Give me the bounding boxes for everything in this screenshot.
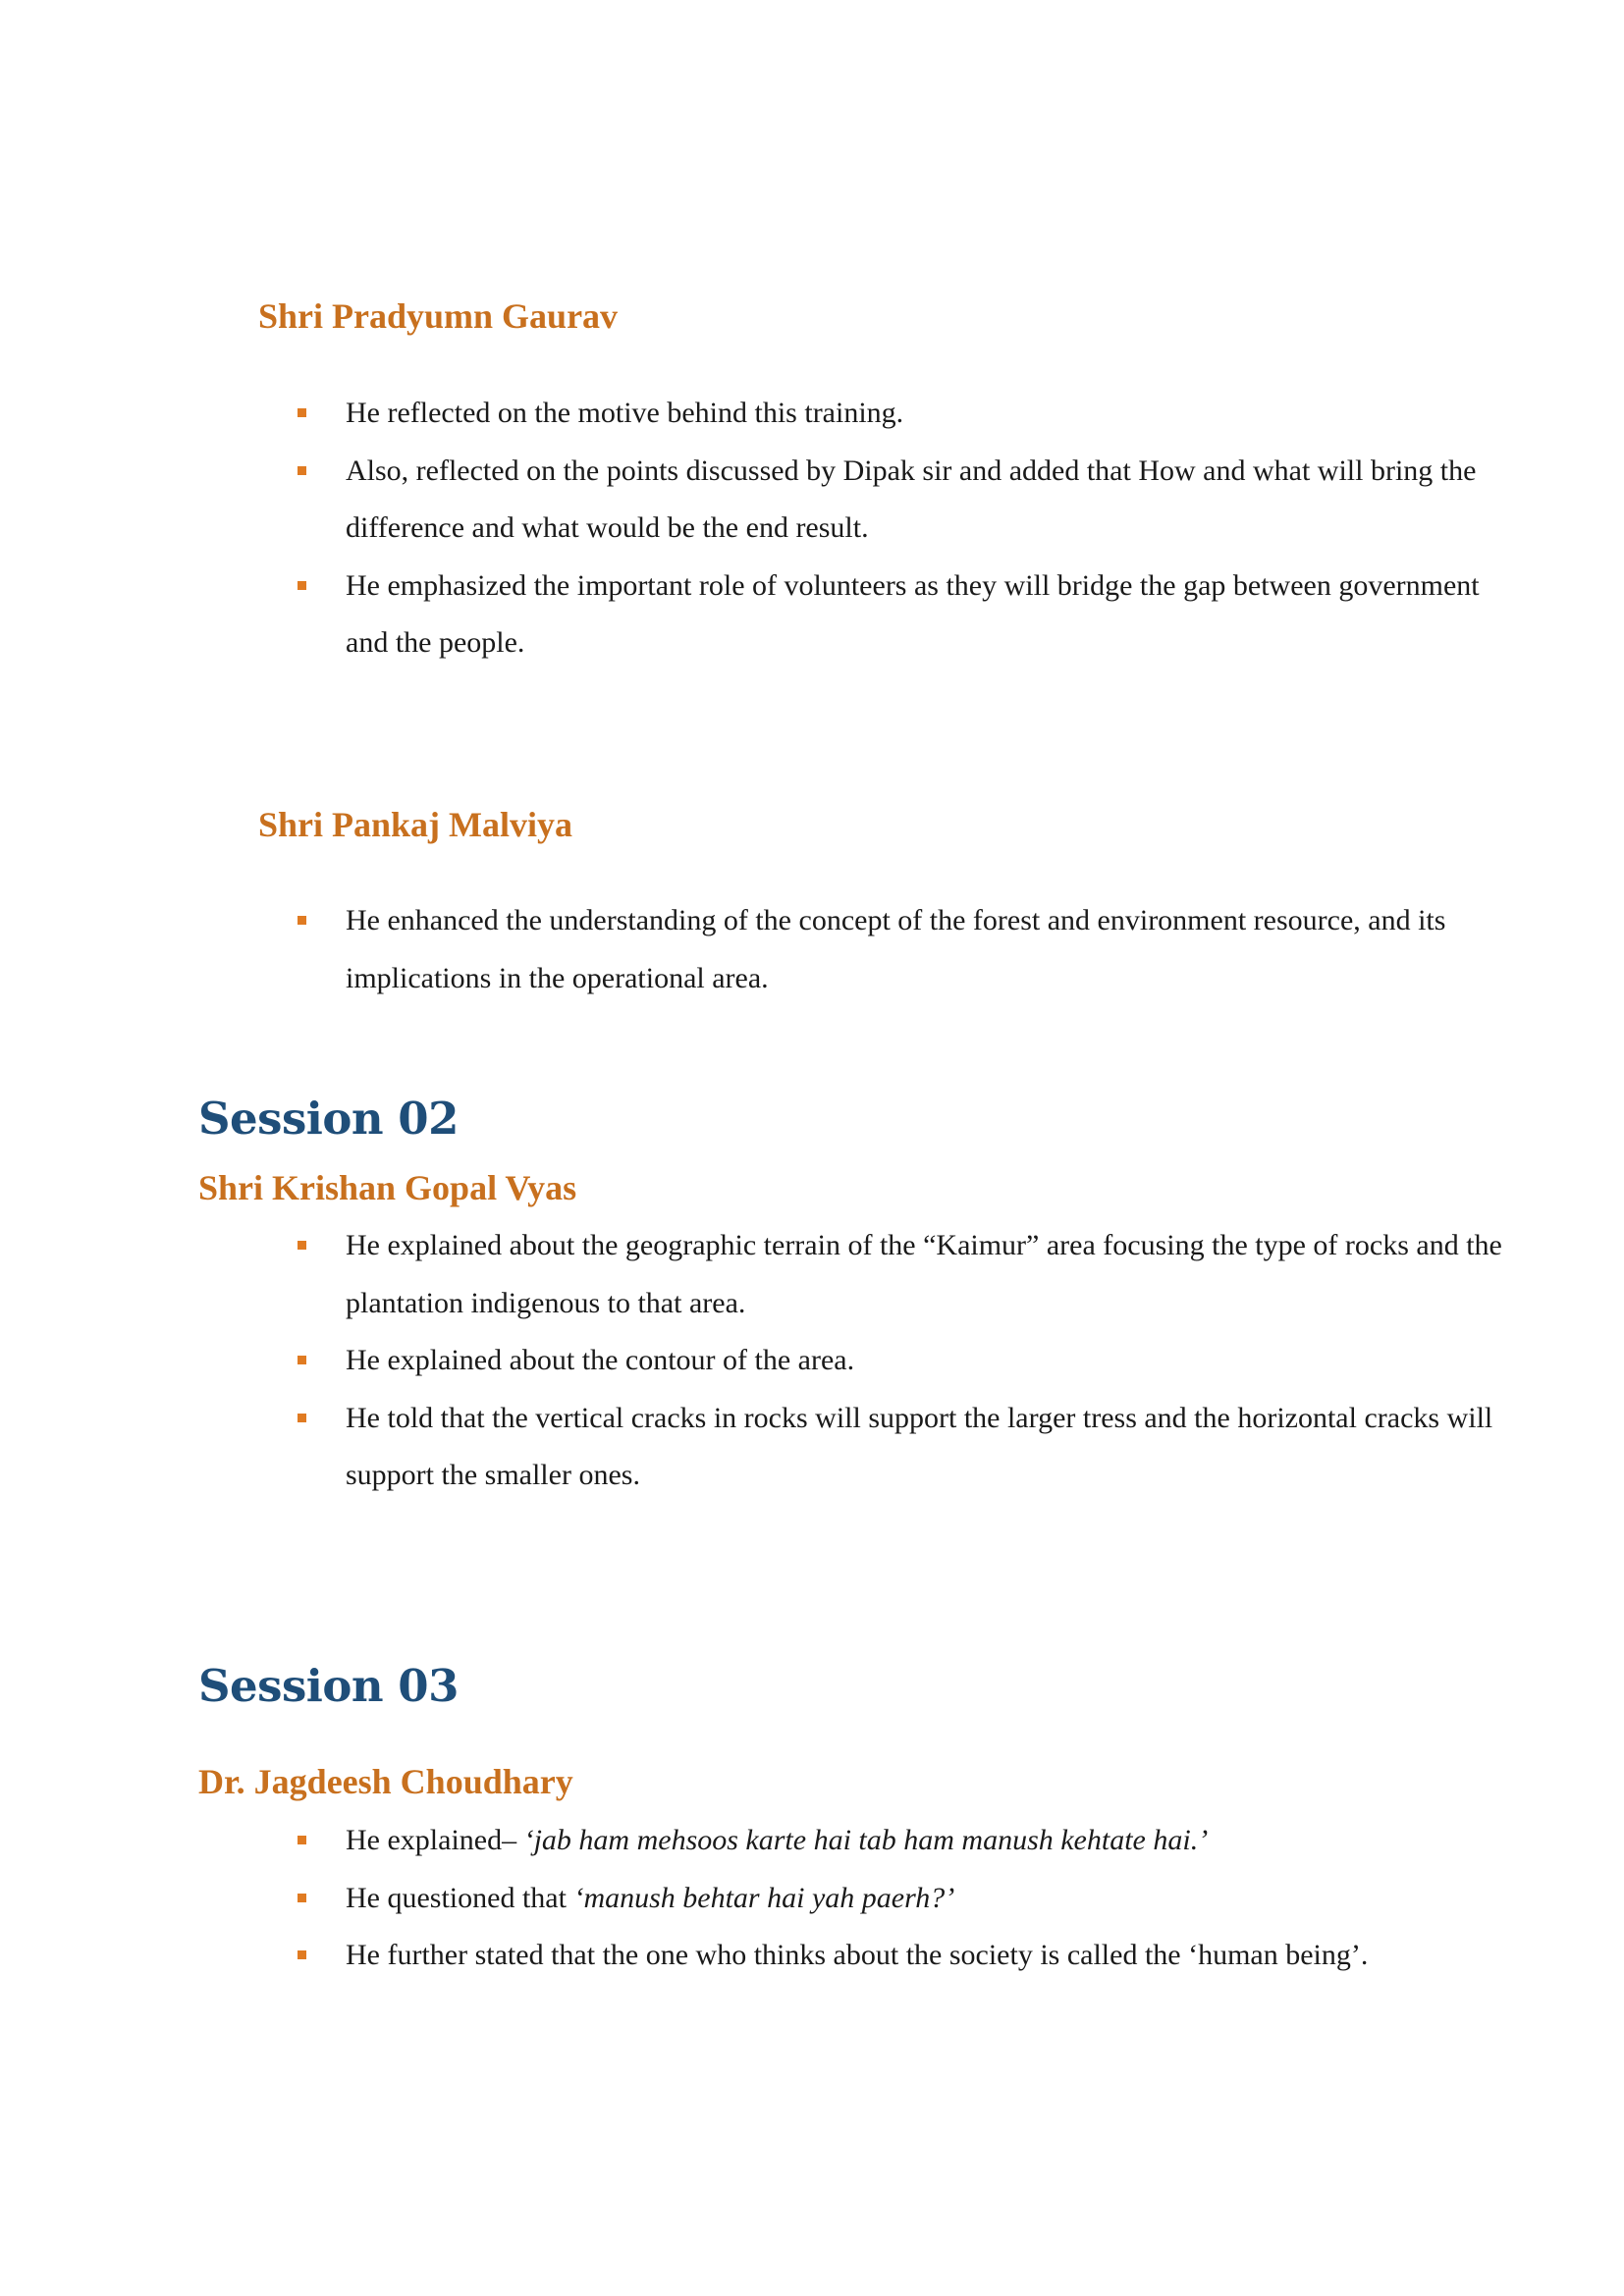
session-heading: Session 02: [198, 1093, 459, 1145]
square-bullet-icon: [298, 581, 306, 590]
section-pankaj: [0, 807, 1624, 842]
list-item: [0, 1812, 1624, 1870]
square-bullet-icon: [298, 916, 306, 925]
list-item: [0, 1927, 1624, 1985]
section-jagdeesh: [0, 1764, 1624, 1799]
session-02-heading-block: [0, 1093, 1624, 1145]
bullet-list-session-03: [0, 1812, 1624, 1985]
list-item: He explained about the geographic terrain of the “Kaimur” area focusing the type of rocks and the plantation indigenous to that area.: [0, 1217, 1624, 1332]
list-item: Also, reflected on the points discussed by Dipak sir and added that How and what will bring the difference and what would be the end result.: [0, 443, 1624, 558]
square-bullet-icon: [298, 466, 306, 475]
list-item: He explained about the contour of the area.: [0, 1332, 1624, 1390]
item-quote-text: ‘manush behtar hai yah paerh?’: [573, 1881, 955, 1914]
square-bullet-icon: [298, 1894, 306, 1902]
square-bullet-icon: [298, 1241, 306, 1250]
square-bullet-icon: [298, 1414, 306, 1422]
list-item: He reflected on the motive behind this training.: [0, 385, 1624, 443]
session-heading: Session 03: [198, 1660, 459, 1712]
item-quote-text: ‘jab ham mehsoos karte hai tab ham manush kehtate hai.’: [523, 1824, 1209, 1856]
speaker-name: Shri Pradyumn Gaurav: [258, 296, 619, 336]
section-pradyumn: [0, 298, 1624, 334]
list-item: [0, 1870, 1624, 1928]
bullet-list-pradyumn: [0, 385, 1624, 672]
list-item: He told that the vertical cracks in rocks will support the larger tress and the horizontal cracks will support the smaller ones.: [0, 1390, 1624, 1505]
list-item: He emphasized the important role of volunteers as they will bridge the gap between government and the people.: [0, 558, 1624, 672]
speaker-name: Dr. Jagdeesh Choudhary: [198, 1762, 573, 1801]
square-bullet-icon: [298, 408, 306, 417]
item-lead-text: He questioned that: [346, 1881, 574, 1914]
square-bullet-icon: [298, 1836, 306, 1844]
item-lead-text: He further stated that the one who thinks about the society is called the ‘human being’.: [346, 1939, 1369, 1971]
bullet-list-pankaj: [0, 892, 1624, 1007]
square-bullet-icon: [298, 1950, 306, 1959]
list-item: He enhanced the understanding of the concept of the forest and environment resource, and its implications in the operational area.: [0, 892, 1624, 1007]
speaker-name: Shri Pankaj Malviya: [258, 805, 573, 844]
square-bullet-icon: [298, 1356, 306, 1364]
speaker-name: Shri Krishan Gopal Vyas: [198, 1168, 577, 1207]
session-03-heading-block: [0, 1660, 1624, 1712]
bullet-list-session-02: [0, 1217, 1624, 1505]
section-krishan: [0, 1170, 1624, 1205]
item-lead-text: He explained–: [346, 1824, 524, 1856]
